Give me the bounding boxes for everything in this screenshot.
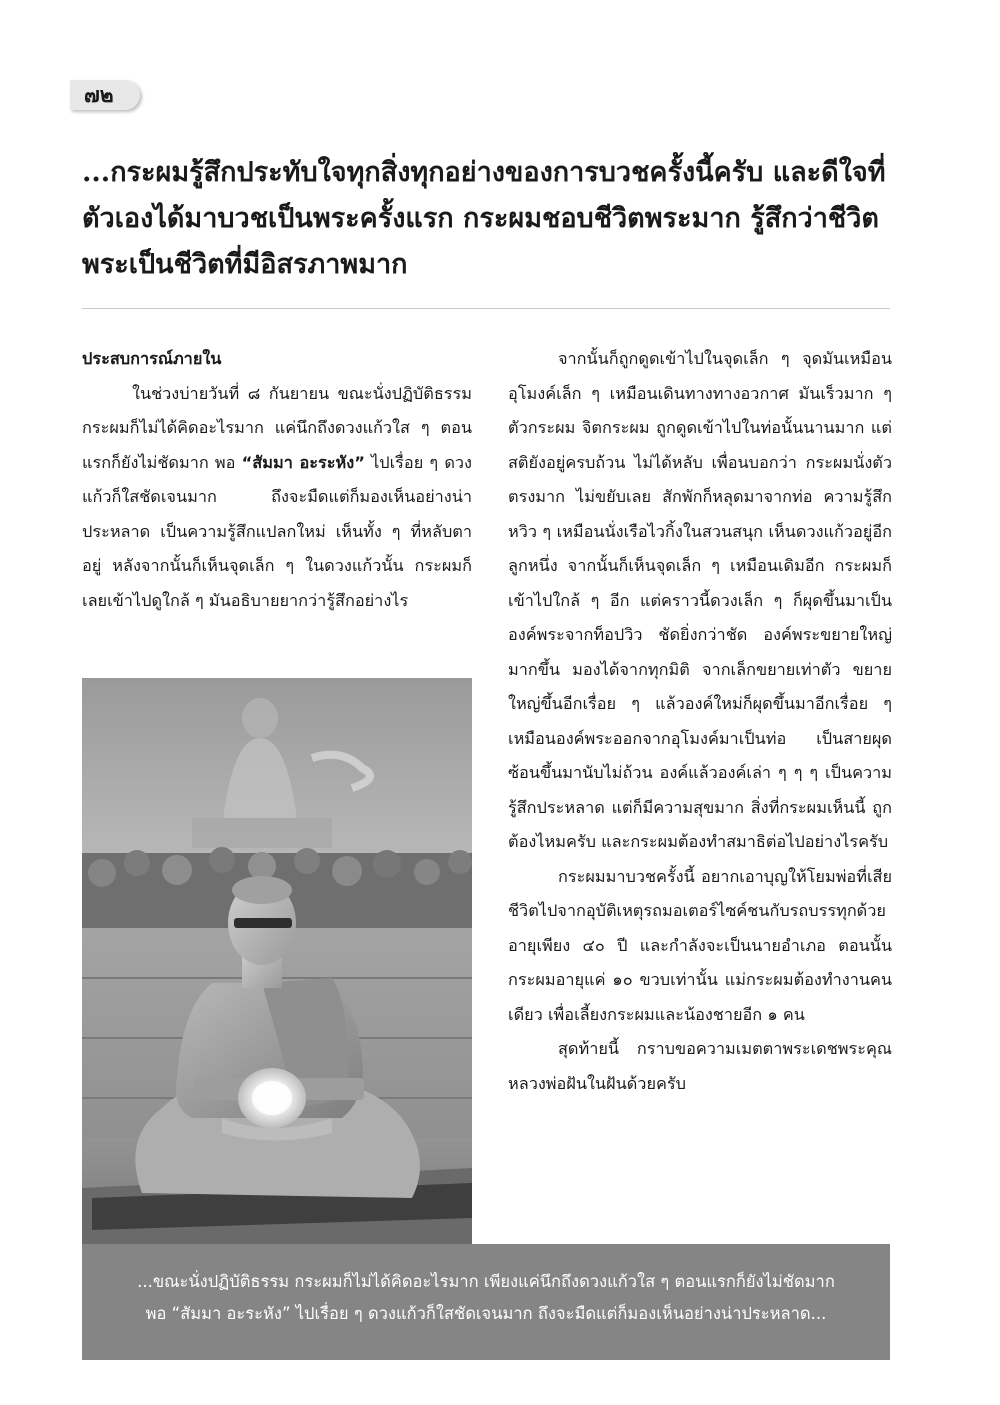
section-title: ประสบการณ์ภายใน	[82, 349, 222, 368]
page-number-tab	[70, 80, 140, 110]
pull-quote-box	[82, 1244, 890, 1360]
body-paragraph-2: กระผมมาบวชครั้งนี้ อยากเอาบุญให้โยมพ่อที่เสียชีวิตไปจากอุบัติเหตุรถมอเตอร์ไซค์ชนกับรถบรรทุกด้วยอายุเพียง ๔๐ ปี และกำลังจะเป็นนายอำเภอ ตอนนั้นกระผมอายุแค่ ๑๐ ขวบเท่านั้น แม่กระผมต้องทำงานคนเดียว เพื่อเลี้ยงกระผมและน้องชายอีก ๑ คน	[508, 866, 892, 1024]
left-column	[82, 342, 472, 618]
right-column	[508, 342, 892, 1101]
intro-text-part1: ในช่วงบ่ายวันที่ ๘ กันยายน ขณะนั่งปฏิบัติธรรม กระผมก็ไม่ได้คิดอะไรมาก แค่นึกถึงดวงแก้วใส ๆ ตอนแรกก็ยังไม่ชัดมาก พอ	[82, 383, 472, 472]
pull-quote-line-2: พอ “สัมมา อะระหัง” ไปเรื่อย ๆ ดวงแก้วก็ใสชัดเจนมาก ถึงจะมืดแต่ก็มองเห็นอย่างน่าประหลาด...	[145, 1304, 827, 1323]
page-number: ๗๒	[84, 82, 114, 107]
intro-paragraph	[82, 377, 472, 619]
body-paragraph-1: จากนั้นก็ถูกดูดเข้าไปในจุดเล็ก ๆ จุดมันเหมือนอุโมงค์เล็ก ๆ เหมือนเดินทางทางอวกาศ มันเร็วมาก ๆ ตัวกระผม จิตกระผม ถูกดูดเข้าไปในท่อนั้นนานมาก แต่สติยังอยู่ครบถ้วน ไม่ได้หลับ เพื่อนบอกว่า กระผมนั่งตัวตรงมาก ไม่ขยับเลย สักพักก็หลุดมาจากท่อ ความรู้สึกหวิว ๆ เหมือนนั่งเรือไวกิ้งในสวนสนุก เห็นดวงแก้วอยู่อีกลูกหนึ่ง จากนั้นก็เห็นจุดเล็ก ๆ เหมือนเดิมอีก กระผมก็เข้าไปใกล้ ๆ อีก แต่คราวนี้ดวงเล็ก ๆ ก็ผุดขึ้นมาเป็นองค์พระจากท็อปวิว ชัดยิ่งกว่าชัด องค์พระขยายใหญ่มากขึ้น มองได้จากทุกมิติ จากเล็กขยายเท่าตัว ขยายใหญ่ขึ้นอีกเรื่อย ๆ แล้วองค์ใหม่ก็ผุดขึ้นมาอีกเรื่อย ๆ เหมือนองค์พระออกจากอุโมงค์มาเป็นท่อ เป็นสายผุดซ้อนขึ้นมานับไม่ถ้วน องค์แล้วองค์เล่า ๆ ๆ ๆ เป็นความรู้สึกประหลาด แต่ก็มีความสุขมาก สิ่งที่กระผมเห็นนี้ ถูกต้องไหมครับ และกระผมต้องทำสมาธิต่อไปอย่างไรครับ	[508, 349, 892, 851]
intro-text-part2: ไปเรื่อย ๆ ดวงแก้วก็ใสชัดเจนมาก ถึงจะมืดแต่ก็มองเห็นอย่างน่าประหลาด เป็นความรู้สึกแปลกใหม่ เห็นทั้ง ๆ ที่หลับตาอยู่ หลังจากนั้นก็เห็นจุดเล็ก ๆ ในดวงแก้วนั้น กระผมก็เลยเข้าไปดูใกล้ ๆ มันอธิบายยากว่ารู้สึกอย่างไร	[82, 452, 472, 610]
headline-quote: ...กระผมรู้สึกประทับใจทุกสิ่งทุกอย่างของการบวชครั้งนี้ครับ และดีใจที่ตัวเองได้มาบวชเป็นพระครั้งแรก กระผมชอบชีวิตพระมาก รู้สึกว่าชีวิตพระเป็นชีวิตที่มีอิสรภาพมาก	[82, 157, 886, 280]
mantra-text: “สัมมา อะระหัง”	[241, 452, 365, 472]
body-paragraph-3: สุดท้ายนี้ กราบขอความเมตตาพระเดชพระคุณหลวงพ่อฝันในฝันด้วยครับ	[508, 1039, 892, 1093]
meditating-monk-illustration	[82, 678, 472, 1244]
pull-quote-line-1: ...ขณะนั่งปฏิบัติธรรม กระผมก็ไม่ได้คิดอะไรมาก เพียงแค่นึกถึงดวงแก้วใส ๆ ตอนแรกก็ยังไม่ชัดมาก	[137, 1272, 835, 1291]
divider-line	[82, 308, 890, 309]
